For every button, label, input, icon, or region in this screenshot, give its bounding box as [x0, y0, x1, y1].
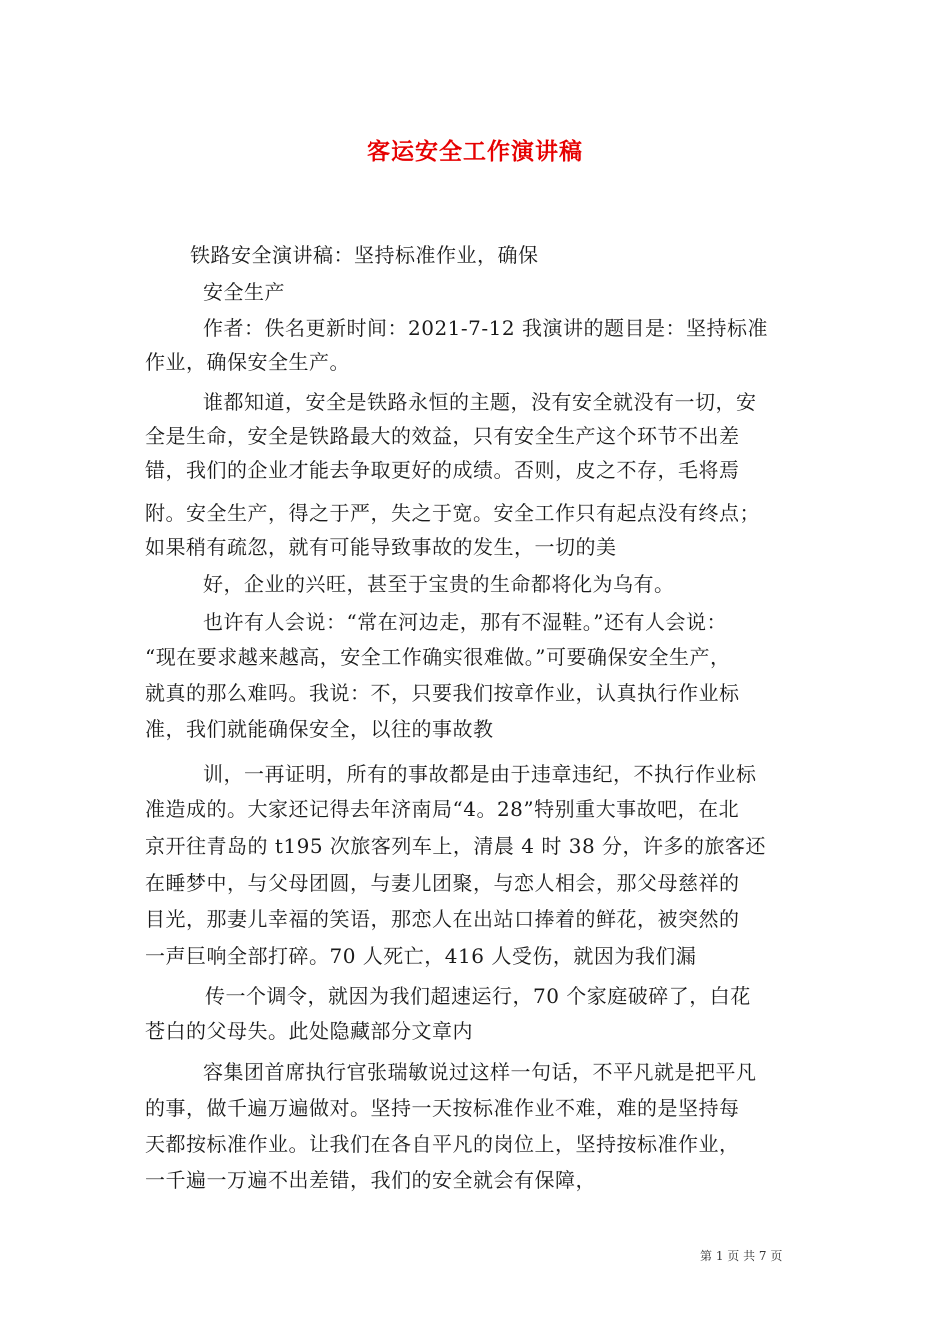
text-line: 苍白的父母失。此处隐藏部分文章内 — [145, 1019, 473, 1043]
text-line: 传一个调令，就因为我们超速运行，70 个家庭破碎了，白花 — [205, 984, 751, 1008]
document-title: 客运安全工作演讲稿 — [367, 138, 583, 165]
text-line: 一声巨响全部打碎。70 人死亡，416 人受伤，就因为我们漏 — [145, 944, 697, 968]
text-line: 作者：佚名更新时间：2021-7-12 我演讲的题目是：坚持标准 — [203, 316, 768, 340]
text-line: 目光，那妻儿幸福的笑语，那恋人在出站口捧着的鲜花，被突然的 — [145, 907, 740, 931]
text-line: 作业，确保安全生产。 — [145, 350, 350, 374]
text-line: 如果稍有疏忽，就有可能导致事故的发生，一切的美 — [145, 535, 617, 559]
text-line: 准造成的。大家还记得去年济南局“4。28”特别重大事故吧，在北 — [145, 797, 740, 821]
text-line: 准，我们就能确保安全，以往的事故教 — [145, 717, 494, 741]
text-line: 也许有人会说：“常在河边走，那有不湿鞋。”还有人会说： — [203, 610, 727, 634]
text-line: 训，一再证明，所有的事故都是由于违章违纪，不执行作业标 — [203, 762, 757, 786]
page-footer: 第 1 页 共 7 页 — [700, 1249, 783, 1263]
text-line: 附。安全生产，得之于严，失之于宽。安全工作只有起点没有终点； — [145, 501, 760, 525]
text-line: 京开往青岛的 t195 次旅客列车上，清晨 4 时 38 分，许多的旅客还 — [145, 834, 767, 858]
text-line: 一千遍一万遍不出差错，我们的安全就会有保障， — [145, 1168, 596, 1192]
text-line: 的事，做千遍万遍做对。坚持一天按标准作业不难，难的是坚持每 — [145, 1096, 740, 1120]
text-line: 谁都知道，安全是铁路永恒的主题，没有安全就没有一切，安 — [203, 390, 757, 414]
text-line: 天都按标准作业。让我们在各自平凡的岗位上，坚持按标准作业， — [145, 1132, 740, 1156]
text-line: 好，企业的兴旺，甚至于宝贵的生命都将化为乌有。 — [203, 572, 675, 596]
text-line: 铁路安全演讲稿：坚持标准作业，确保 — [190, 243, 539, 267]
text-line: 错，我们的企业才能去争取更好的成绩。否则，皮之不存，毛将焉 — [145, 458, 740, 482]
text-line: 在睡梦中，与父母团圆，与妻儿团聚，与恋人相会，那父母慈祥的 — [145, 871, 740, 895]
text-line: 就真的那么难吗。我说：不，只要我们按章作业，认真执行作业标 — [145, 681, 740, 705]
text-line: “现在要求越来越高，安全工作确实很难做。”可要确保安全生产， — [145, 645, 731, 669]
text-line: 容集团首席执行官张瑞敏说过这样一句话，不平凡就是把平凡 — [203, 1060, 757, 1084]
text-line: 全是生命，安全是铁路最大的效益，只有安全生产这个环节不出差 — [145, 424, 740, 448]
text-line: 安全生产 — [203, 280, 285, 304]
